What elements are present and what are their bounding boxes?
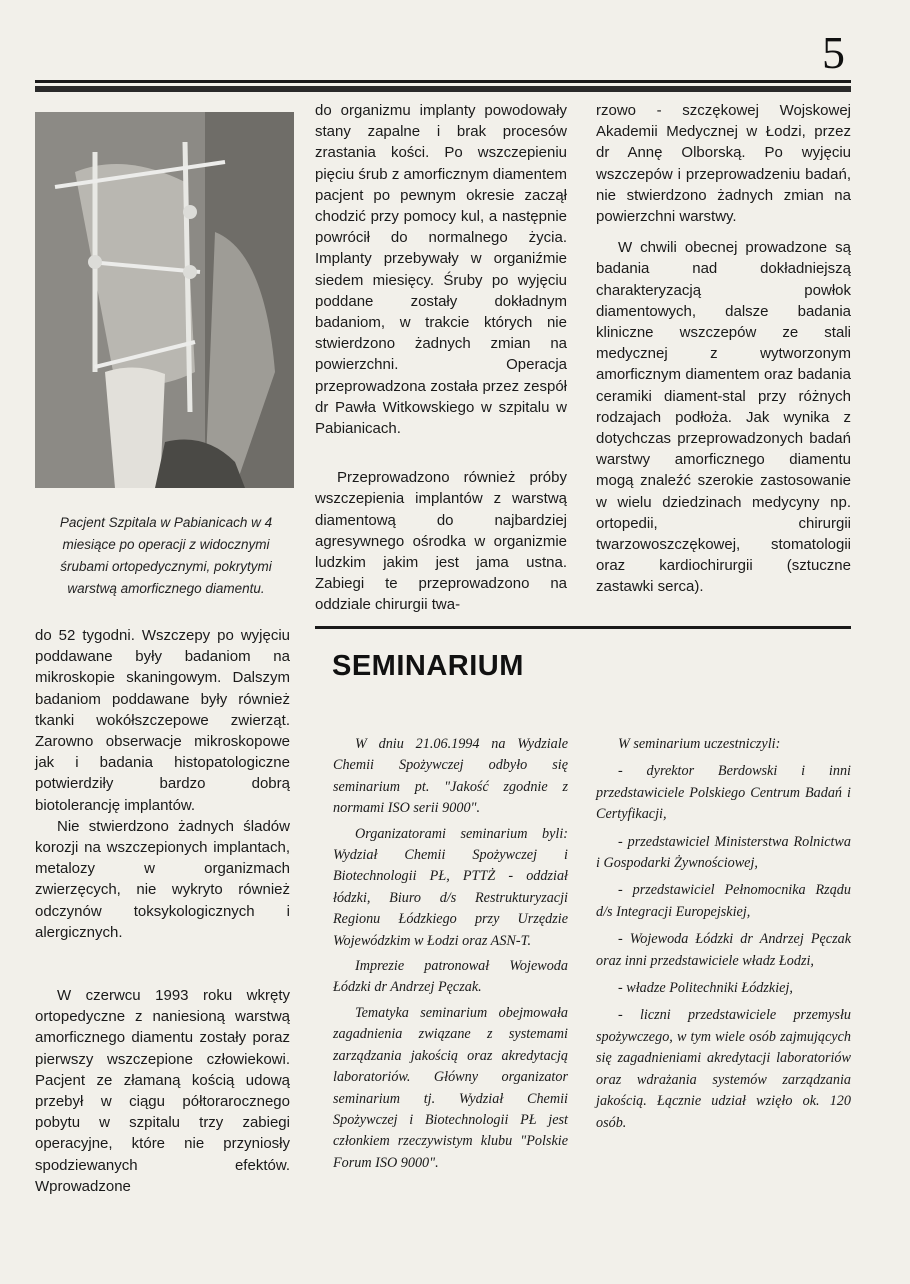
paragraph: do organizmu implanty powodowały stany zapalne i brak procesów zrastania kości. Po wszczepieniu pięciu śrub z amorficznym diamentem pacjent po pewnym okresie zaczął chodzić przy pomocy kul, a następnie powrócił do normalnego życia. Implanty przebywały w organiźmie siedem miesięcy. Śruby po wyjęciu poddane zostały dokładnym badaniom, w trakcie których nie stwierdzono żadnych zmian na powierzchni. Operacja przeprowadzona została przez zespół dr Pawła Witkowskiego w szpitalu w Pabianicach. xyxy=(315,102,567,438)
article-column-2 xyxy=(315,100,567,616)
seminar-participants-column xyxy=(596,734,851,1140)
seminar-heading: SEMINARIUM xyxy=(332,650,524,682)
paragraph: Imprezie patronował Wojewoda Łódzki dr Andrzej Pęczak. xyxy=(333,958,568,996)
paragraph: Nie stwierdzono żadnych śladów korozji na wszczepionych implantach, metalozy w organizmach zwierzęcych, nie wykryto również odczynów toksykologicznych i alergicznych. xyxy=(35,817,290,941)
article-column-1 xyxy=(35,625,290,1197)
paragraph: do 52 tygodni. Wszczepy po wyjęciu poddawane były badaniom na mikroskopie skaningowym. Dalszym badaniom poddawane były również tkanki wokółszczepowe zwierząt. Zarowno obserwacje mikroskopowe jak i badania histopatologiczne potwierdziły bardzo dobrą biotolerancję implantów. xyxy=(35,627,290,814)
participant-item: - przedstawiciel Pełnomocnika Rządu d/s Integracji Europejskiej, xyxy=(596,882,851,920)
paragraph: Tematyka seminarium obejmowała zagadnienia związane z systemami zarządzania jakością oraz akredytacją laboratoriów. Główny organizator seminarium tj. Wydział Chemii Spożywczej i Biotechnologii PŁ jest członkiem rzeczywistym klubu "Polskie Forum ISO 9000". xyxy=(333,1004,568,1171)
section-rule xyxy=(315,626,851,629)
paragraph: Organizatorami seminarium byli: Wydział Chemii Spożywczej i Biotechnologii PŁ, PTTŻ - oddział łódzki, Biuro d/s Restrukturyzacji Regionu Łódzkiego przy Urzędzie Wojewódzkim w Łodzi oraz ASN-T. xyxy=(333,825,568,949)
patient-photo xyxy=(35,112,294,488)
participant-item: - przedstawiciel Ministerstwa Rolnictwa i Gospodarki Żywnościowej, xyxy=(596,833,851,872)
top-rule xyxy=(35,80,851,83)
seminar-left-column xyxy=(333,734,568,1178)
participant-item: - Wojewoda Łódzki dr Andrzej Pęczak oraz inni przedstawiciele władz Łodzi, xyxy=(596,931,851,969)
participant-item: - władze Politechniki Łódzkiej, xyxy=(618,980,793,997)
page-number: 5 xyxy=(822,27,845,78)
paragraph: Przeprowadzono również próby wszczepienia implantów z warstwą diamentową do najbardziej agresywnego ośrodka w organizmie ludzkim jakim jest jama ustna. Zabiegi te przeprowadzono na oddziale chirurgii twa- xyxy=(315,469,567,614)
paragraph: W czerwcu 1993 roku wkręty ortopedyczne z naniesioną warstwą amorficznego diamentu zostały poraz pierwszy wszczepione człowiekowi. Pacjent ze złamaną kością udową przebył w ciągu półtorarocznego pobytu w szpitalu trzy zabiegi operacyjne, które nie przyniosły spodziewanych efektów. Wprowadzone xyxy=(35,987,290,1195)
photo-caption: Pacjent Szpitala w Pabianicach w 4 miesiące po operacji z widocznymi śrubami ortopedycznymi, pokrytymi warstwą amorficznego diamentu. xyxy=(59,515,273,596)
top-rule-thick xyxy=(35,86,851,92)
paragraph: W dniu 21.06.1994 na Wydziale Chemii Spożywczej odbyło się seminarium pt. "Jakość zgodnie z normami ISO serii 9000". xyxy=(333,736,568,817)
participant-item: - liczni przedstawiciele przemysłu spożywczego, w tym wiele osób zajmujących się zagadnieniami akredytacji laboratoriów oraz wdrażania systemów zarządzania jakością. Łącznie udział wzięło ok. 120 osób. xyxy=(596,1007,851,1131)
participant-item: - dyrektor Berdowski i inni przedstawiciele Polskiego Centrum Badań i Certyfikacji, xyxy=(596,763,851,823)
article-column-3 xyxy=(596,100,851,598)
participants-intro: W seminarium uczestniczyli: xyxy=(618,736,781,752)
paragraph: rzowo - szczękowej Wojskowej Akademii Medycznej w Łodzi, przez dr Annę Olborską. Po wyjęciu wszczepów i przeprowadzeniu badań, nie stwierdzono żadnych zmian na powierzchni warstwy. xyxy=(596,102,851,226)
paragraph: W chwili obecnej prowadzone są badania nad dokładniejszą charakteryzacją powłok diamentowych, dalsze badania kliniczne wszczepów ze stali medycznej z wytworzonym amorficznym diamentem oraz badania ceramiki diament-stal przy różnych rodzajach podłoża. Jak wynika z dotychczas przeprowadzonych badań warstwy amorficznego diamentu mogą znaleźć szerokie zastosowanie w wielu dziedzinach medycyny np. ortopedii, chirurgii twarzowoszczękowej, stomatologii oraz kardiochirurgii (sztuczne zastawki serca). xyxy=(596,239,851,596)
